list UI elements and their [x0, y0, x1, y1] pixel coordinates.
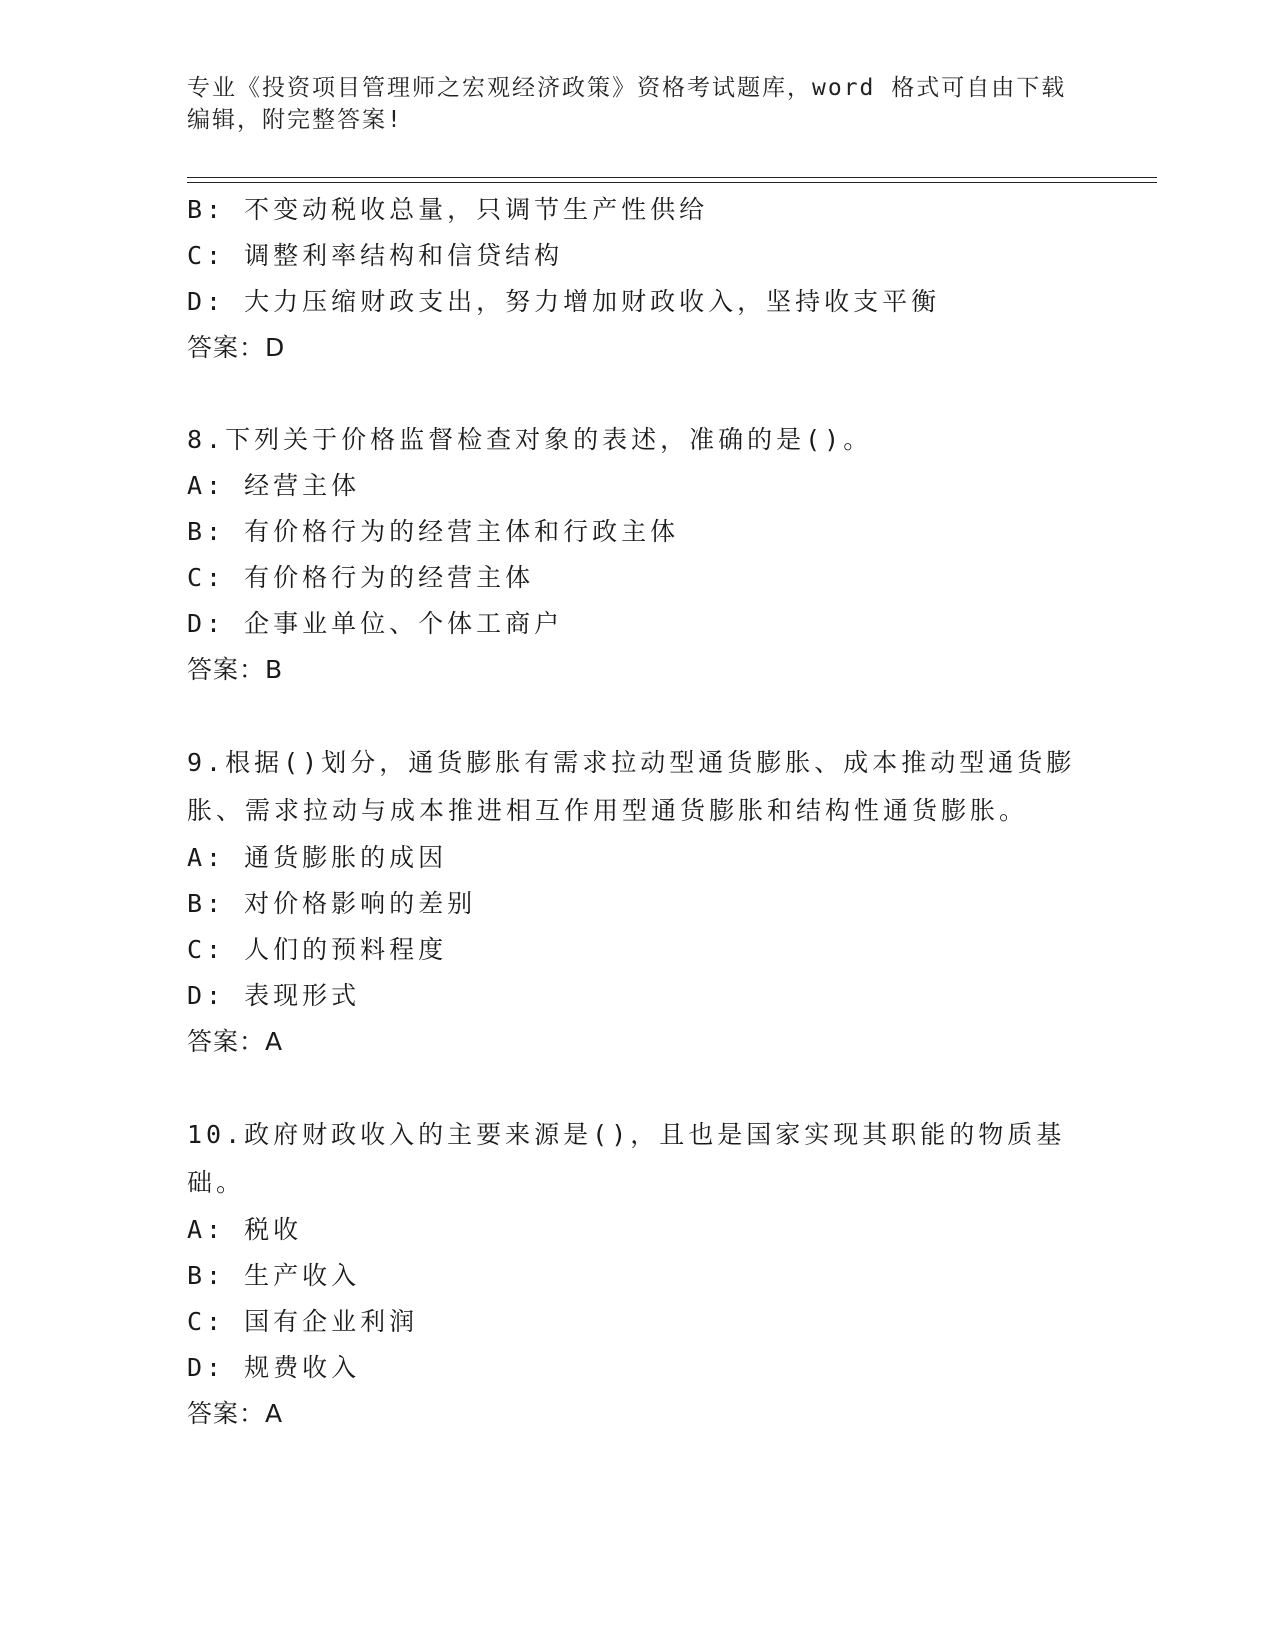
option-c: C: 国有企业利润: [187, 1307, 419, 1336]
question-block-continued: [187, 187, 1087, 371]
option-d: D: 企事业单位、个体工商户: [187, 609, 564, 638]
question-text: 8.下列关于价格监督检查对象的表述，准确的是()。: [187, 425, 873, 454]
question-text: 10.政府财政收入的主要来源是()，且也是国家实现其职能的物质基础。: [187, 1120, 1066, 1197]
question-list: [187, 187, 1087, 1437]
option-c: C: 有价格行为的经营主体: [187, 563, 535, 592]
option-b: B: 对价格影响的差别: [187, 889, 477, 918]
header-divider-top: [187, 177, 1157, 178]
document-header: 专业《投资项目管理师之宏观经济政策》资格考试题库，word 格式可自由下载编辑，附完整答案!: [187, 75, 1067, 133]
header-divider-bottom: [187, 182, 1157, 183]
option-b: B: 生产收入: [187, 1261, 361, 1290]
question-block-10: [187, 1111, 1087, 1437]
question-block-9: [187, 739, 1087, 1065]
answer-line: 答案：A: [187, 1399, 284, 1428]
option-d: D: 大力压缩财政支出，努力增加财政收入，坚持收支平衡: [187, 287, 941, 316]
spacer: [187, 693, 1087, 739]
option-c: C: 调整利率结构和信贷结构: [187, 241, 564, 270]
answer-line: 答案：A: [187, 1027, 284, 1056]
answer-line: 答案：B: [187, 655, 284, 684]
option-d: D: 表现形式: [187, 981, 361, 1010]
option-b: B: 有价格行为的经营主体和行政主体: [187, 517, 680, 546]
option-a: A: 通货膨胀的成因: [187, 843, 448, 872]
spacer: [187, 1065, 1087, 1111]
option-b: B: 不变动税收总量，只调节生产性供给: [187, 195, 709, 224]
question-block-8: [187, 417, 1087, 693]
question-text: 9.根据()划分，通货膨胀有需求拉动型通货膨胀、成本推动型通货膨胀、需求拉动与成本推进相互作用型通货膨胀和结构性通货膨胀。: [187, 748, 1076, 825]
option-c: C: 人们的预料程度: [187, 935, 448, 964]
option-a: A: 税收: [187, 1215, 303, 1244]
option-a: A: 经营主体: [187, 471, 361, 500]
spacer: [187, 371, 1087, 417]
answer-line: 答案：D: [187, 333, 286, 362]
option-d: D: 规费收入: [187, 1353, 361, 1382]
